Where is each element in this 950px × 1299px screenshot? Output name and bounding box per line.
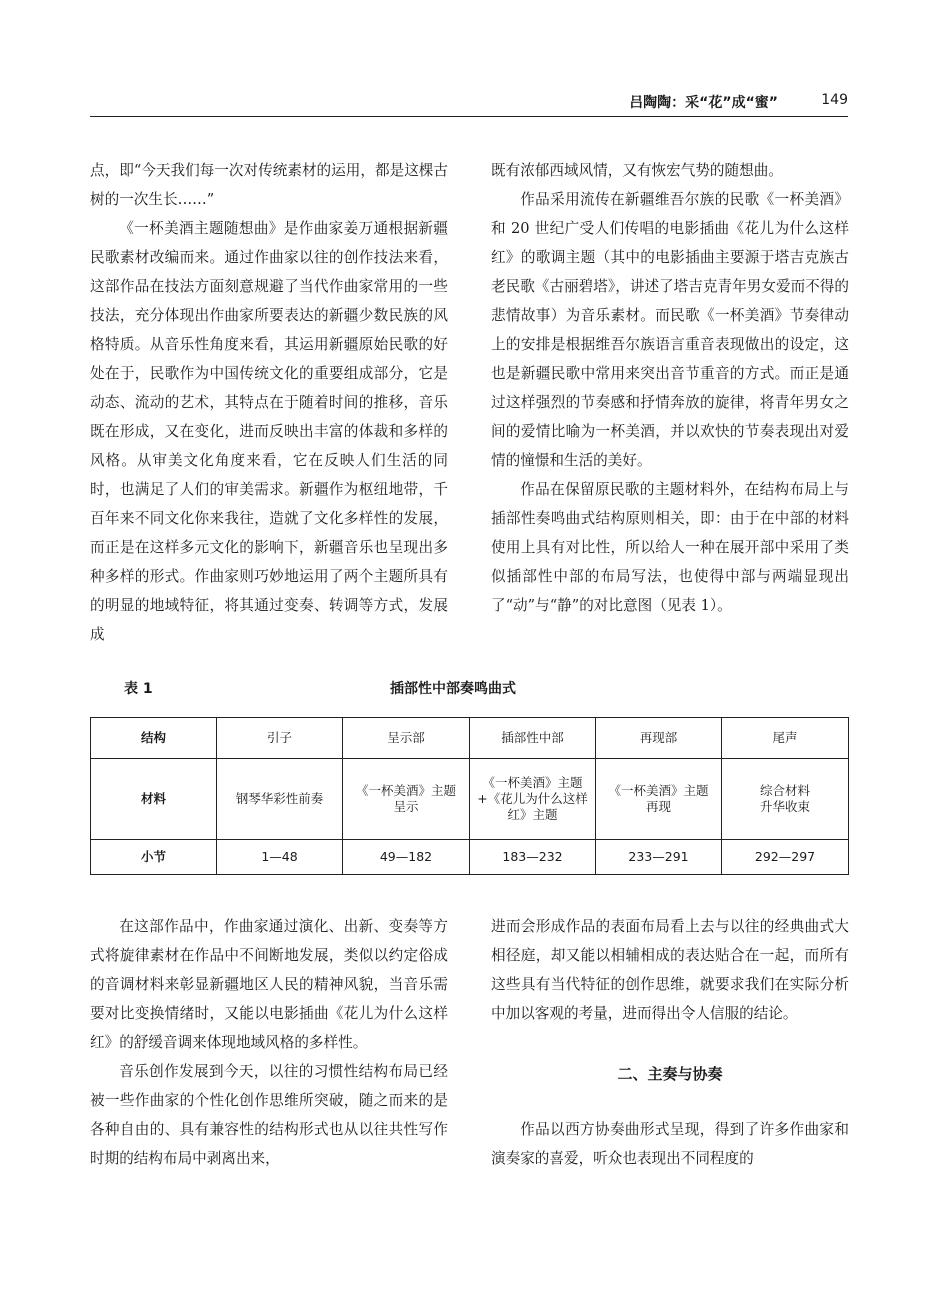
table-cell: 综合材料 升华收束 xyxy=(722,759,849,840)
table-cell: 《一杯美酒》主题 呈示 xyxy=(343,759,470,840)
row-header: 结构 xyxy=(91,718,217,759)
table-cell: 《一杯美酒》主题 再现 xyxy=(596,759,722,840)
section-heading: 二、主奏与协奏 xyxy=(617,1065,723,1083)
table-cell: 插部性中部 xyxy=(470,718,596,759)
table-cell: 尾声 xyxy=(722,718,849,759)
lower-right-column xyxy=(491,912,849,1173)
paragraph: 作品以西方协奏曲形式呈现，得到了许多作曲家和演奏家的喜爱，听众也表现出不同程度的 xyxy=(491,1121,849,1167)
paragraph: 进而会形成作品的表面布局看上去与以往的经典曲式大相径庭，却又能以相辅相成的表达贴合在一起，而所有这些具有当代特征的创作思维，就要求我们在实际分析中加以客观的考量，进而得出令人信服的结论。 xyxy=(491,918,849,1022)
table-title: 插部性中部奏鸣曲式 xyxy=(390,681,516,697)
page-header xyxy=(90,90,848,117)
row-header: 材料 xyxy=(91,759,217,840)
table-cell: 49—182 xyxy=(343,840,470,875)
table-cell: 1—48 xyxy=(217,840,343,875)
paragraph: 点，即“今天我们每一次对传统素材的运用，都是这棵古树的一次生长……” xyxy=(90,162,448,208)
table-cell: 233—291 xyxy=(596,840,722,875)
table-cell: 呈示部 xyxy=(343,718,470,759)
table-cell: 292—297 xyxy=(722,840,849,875)
page-number: 149 xyxy=(821,92,848,108)
lower-left-column xyxy=(90,912,448,1173)
table-cell: 《一杯美酒》主题 +《花儿为什么这样 红》主题 xyxy=(470,759,596,840)
table-caption xyxy=(90,678,848,702)
paragraph: 音乐创作发展到今天，以往的习惯性结构布局已经被一些作曲家的个性化创作思维所突破，随之而来的是各种自由的、具有兼容性的结构形式也从以往共性写作时期的结构布局中剥离出来， xyxy=(90,1063,448,1167)
table-row xyxy=(91,718,849,759)
table-row xyxy=(91,759,849,840)
upper-right-column xyxy=(491,156,849,620)
table-cell: 再现部 xyxy=(596,718,722,759)
table-cell: 钢琴华彩性前奏 xyxy=(217,759,343,840)
paragraph: 作品在保留原民歌的主题材料外，在结构布局上与插部性奏鸣曲式结构原则相关，即：由于在中部的材料使用上具有对比性，所以给人一种在展开部中采用了类似插部性中部的布局写法，也使得中部与两端显现出了“动”与“静”的对比意图（见表 1）。 xyxy=(491,481,849,614)
upper-left-column xyxy=(90,156,448,649)
row-header: 小节 xyxy=(91,840,217,875)
paragraph: 作品采用流传在新疆维吾尔族的民歌《一杯美酒》和 20 世纪广受人们传唱的电影插曲《花儿为什么这样红》的歌调主题（其中的电影插曲主要源于塔吉克族古老民歌《古丽碧塔》，讲述了塔吉克青年男女爱而不得的悲情故事）为音乐素材。而民歌《一杯美酒》节奏律动上的安排是根据维吾尔族语言重音表现做出的设定，这也是新疆民歌中常用来突出音节重音的方式。而正是通过这样强烈的节奏感和抒情奔放的旋律，将青年男女之间的爱情比喻为一杯美酒，并以欢快的节奏表现出对爱情的憧憬和生活的美好。 xyxy=(491,191,849,469)
table-cell: 引子 xyxy=(217,718,343,759)
table-cell: 183—232 xyxy=(470,840,596,875)
paragraph: 既有浓郁西域风情，又有恢宏气势的随想曲。 xyxy=(491,162,783,179)
paragraph: 《一杯美酒主题随想曲》是作曲家姜万通根据新疆民歌素材改编而来。通过作曲家以往的创作技法来看，这部作品在技法方面刻意规避了当代作曲家常用的一些技法，充分体现出作曲家所要表达的新疆少数民族的风格特质。从音乐性角度来看，其运用新疆原始民歌的好处在于，民歌作为中国传统文化的重要组成部分，它是动态、流动的艺术，其特点在于随着时间的推移，音乐既在形成，又在变化，进而反映出丰富的体裁和多样的风格。从审美文化角度来看，它在反映人们生活的同时，也满足了人们的审美需求。新疆作为枢纽地带，千百年来不同文化你来我往，造就了文化多样性的发展，而正是在这样多元文化的影响下，新疆音乐也呈现出多种多样的形式。作曲家则巧妙地运用了两个主题所具有的明显的地域特征，将其通过变奏、转调等方式，发展成 xyxy=(90,220,448,643)
table-label: 表 1 xyxy=(124,681,153,697)
structure-table xyxy=(90,717,849,875)
paragraph: 在这部作品中，作曲家通过演化、出新、变奏等方式将旋律素材在作品中不间断地发展，类似以约定俗成的音调材料来彰显新疆地区人民的精神风貌，当音乐需要对比变换情绪时，又能以电影插曲《花儿为什么这样红》的舒缓音调来体现地域风格的多样性。 xyxy=(90,918,448,1051)
running-title: 吕陶陶：采“花”成“蜜” xyxy=(629,95,778,111)
table-row xyxy=(91,840,849,875)
